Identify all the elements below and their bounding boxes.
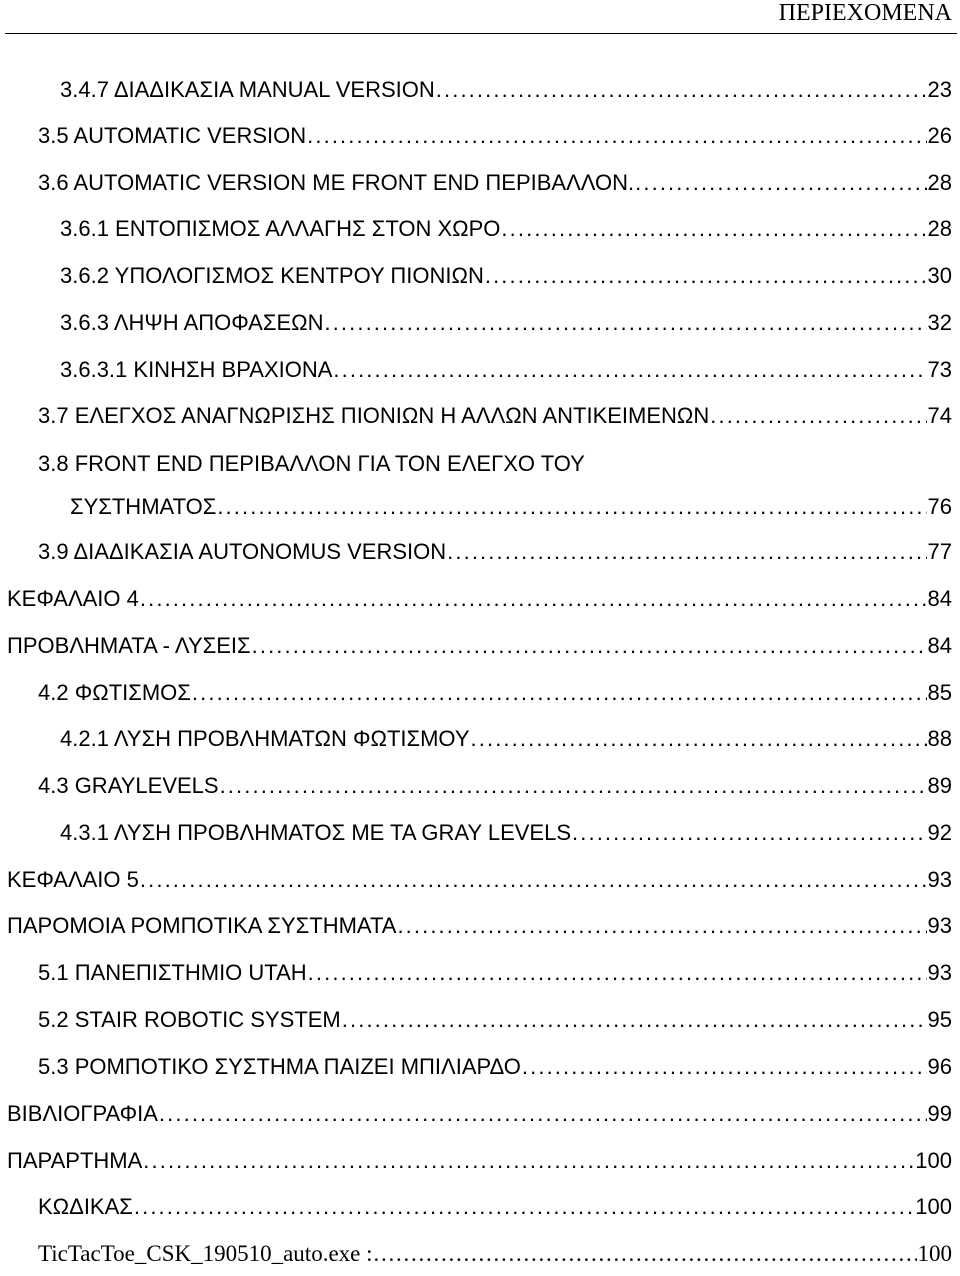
toc-entry-page: 30 bbox=[927, 263, 952, 288]
toc-entry-page: 89 bbox=[927, 773, 952, 798]
toc-entry-label: 3.9 ΔΙΑΔΙΚΑΣΙΑ AUTONOMUS VERSION bbox=[38, 539, 447, 564]
toc-dot-leader bbox=[710, 401, 926, 431]
toc-entry-page: 28 bbox=[927, 170, 952, 195]
toc-entry[interactable] bbox=[38, 1239, 952, 1269]
toc-entry[interactable] bbox=[38, 1192, 952, 1222]
toc-dot-leader bbox=[324, 308, 926, 338]
toc-entry-page: 96 bbox=[927, 1054, 952, 1079]
toc-entry[interactable] bbox=[38, 678, 952, 708]
toc-dot-leader bbox=[572, 818, 926, 848]
toc-entry-label: 3.8 FRONT END ΠΕΡΙΒΑΛΛΟΝ ΓΙΑ ΤΟΝ ΕΛΕΓΧΟ ΤΟΥ bbox=[38, 451, 585, 476]
toc-entry-page: 23 bbox=[927, 77, 952, 102]
toc-dot-leader bbox=[308, 958, 927, 988]
toc-entry[interactable] bbox=[60, 308, 952, 338]
toc-entry[interactable] bbox=[60, 818, 952, 848]
toc-entry-page: 100 bbox=[915, 1194, 952, 1219]
toc-entry-label: ΠΡΟΒΛΗΜΑΤΑ - ΛΥΣΕΙΣ bbox=[7, 633, 251, 658]
toc-entry[interactable] bbox=[60, 214, 952, 244]
toc-dot-leader bbox=[159, 1099, 927, 1129]
toc-dot-leader bbox=[143, 1146, 914, 1176]
toc-entry-page: 84 bbox=[927, 633, 952, 658]
toc-entry[interactable] bbox=[38, 771, 952, 801]
toc-entry-page: 74 bbox=[927, 403, 952, 428]
toc-entry[interactable] bbox=[7, 1146, 952, 1176]
toc-entry[interactable] bbox=[60, 724, 952, 754]
toc-entry[interactable] bbox=[38, 168, 952, 198]
toc-entry[interactable] bbox=[38, 449, 952, 479]
toc-entry-label: ΒΙΒΛΙΟΓΡΑΦΙΑ bbox=[7, 1101, 158, 1126]
toc-entry-label: TicTacToe_CSK_190510_auto.exe : bbox=[38, 1241, 373, 1266]
toc-entry-label: 4.2.1 ΛΥΣΗ ΠΡΟΒΛΗΜΑΤΩΝ ΦΩΤΙΣΜΟΥ bbox=[60, 726, 470, 751]
toc-entry-label: ΠΑΡΑΡΤΗΜΑ bbox=[7, 1148, 143, 1173]
toc-entry[interactable] bbox=[38, 958, 952, 988]
toc-dot-leader bbox=[140, 584, 927, 614]
toc-dot-leader bbox=[471, 724, 927, 754]
toc-dot-leader bbox=[485, 261, 927, 291]
toc-entry-page: 100 bbox=[917, 1241, 952, 1266]
toc-dot-leader bbox=[397, 911, 926, 941]
toc-entry-label: 3.4.7 ΔΙΑΔΙΚΑΣΙΑ MANUAL VERSION bbox=[60, 77, 435, 102]
toc-entry-page: 73 bbox=[927, 357, 952, 382]
toc-entry-page: 28 bbox=[927, 216, 952, 241]
toc-entry[interactable] bbox=[60, 75, 952, 105]
toc-entry[interactable] bbox=[38, 121, 952, 151]
page-header-title: ΠΕΡΙΕΧΟΜΕΝΑ bbox=[778, 0, 952, 26]
toc-entry[interactable] bbox=[7, 911, 952, 941]
toc-entry-label: 3.6.2 ΥΠΟΛΟΓΙΣΜΟΣ ΚΕΝΤΡΟΥ ΠΙΟΝΙΩΝ bbox=[60, 263, 484, 288]
toc-entry-label: ΣΥΣΤΗΜΑΤΟΣ bbox=[70, 494, 217, 519]
toc-entry[interactable] bbox=[70, 492, 952, 522]
toc-entry-page: 99 bbox=[927, 1101, 952, 1126]
toc-entry-label: 3.6.3.1 ΚΙΝΗΣΗ ΒΡΑΧΙΟΝΑ bbox=[60, 357, 333, 382]
toc-entry[interactable] bbox=[38, 1052, 952, 1082]
toc-dot-leader bbox=[192, 678, 927, 708]
toc-entry[interactable] bbox=[7, 584, 952, 614]
toc-entry-page: 88 bbox=[927, 726, 952, 751]
toc-entry-label: 4.2 ΦΩΤΙΣΜΟΣ bbox=[38, 680, 191, 705]
toc-entry[interactable] bbox=[60, 355, 952, 385]
toc-entry-page: 93 bbox=[927, 960, 952, 985]
toc-dot-leader bbox=[635, 168, 926, 198]
toc-entry[interactable] bbox=[7, 1099, 952, 1129]
toc-dot-leader bbox=[447, 537, 926, 567]
toc-entry[interactable] bbox=[38, 401, 952, 431]
toc-entry-label: 3.6.1 ΕΝΤΟΠΙΣΜΟΣ ΑΛΛΑΓΗΣ ΣΤΟΝ ΧΩΡΟ bbox=[60, 216, 501, 241]
toc-entry-page: 76 bbox=[927, 494, 952, 519]
toc-entry[interactable] bbox=[38, 537, 952, 567]
toc-entry-label: ΚΕΦΑΛΑΙΟ 4 bbox=[7, 586, 139, 611]
header-divider bbox=[5, 33, 957, 34]
toc-entry-label: ΚΕΦΑΛΑΙΟ 5 bbox=[7, 867, 139, 892]
toc-dot-leader bbox=[217, 492, 926, 522]
toc-entry-label: 3.5 AUTOMATIC VERSION bbox=[38, 123, 307, 148]
toc-entry-page: 26 bbox=[927, 123, 952, 148]
toc-entry-page: 77 bbox=[927, 539, 952, 564]
toc-dot-leader bbox=[522, 1052, 927, 1082]
toc-entry-label: 3.7 ΕΛΕΓΧΟΣ ΑΝΑΓΝΩΡΙΣΗΣ ΠΙΟΝΙΩΝ Η ΑΛΛΩΝ ΑΝΤΙΚΕΙΜΕΝΩΝ bbox=[38, 403, 710, 428]
toc-entry-label: ΚΩΔΙΚΑΣ bbox=[38, 1194, 133, 1219]
toc-entry-label: ΠΑΡΟΜΟΙΑ ΡΟΜΠΟΤΙΚΑ ΣΥΣΤΗΜΑΤΑ bbox=[7, 913, 397, 938]
toc-entry[interactable] bbox=[60, 261, 952, 291]
toc-entry-page: 84 bbox=[927, 586, 952, 611]
toc-dot-leader bbox=[374, 1239, 917, 1269]
toc-entry-page: 100 bbox=[915, 1148, 952, 1173]
toc-dot-leader bbox=[134, 1192, 914, 1222]
toc-entry-label: 4.3 GRAYLEVELS bbox=[38, 773, 219, 798]
toc-entry-label: 4.3.1 ΛΥΣΗ ΠΡΟΒΛΗΜΑΤΟΣ ΜΕ ΤΑ GRAY LEVELS bbox=[60, 820, 572, 845]
toc-dot-leader bbox=[140, 865, 927, 895]
toc-entry[interactable] bbox=[38, 1005, 952, 1035]
toc-dot-leader bbox=[333, 355, 926, 385]
toc-dot-leader bbox=[220, 771, 927, 801]
toc-entry[interactable] bbox=[7, 865, 952, 895]
toc-entry[interactable] bbox=[7, 631, 952, 661]
toc-dot-leader bbox=[252, 631, 927, 661]
toc-entry-label: 5.3 ΡΟΜΠΟΤΙΚΟ ΣΥΣΤΗΜΑ ΠΑΙΖΕΙ ΜΠΙΛΙΑΡΔΟ bbox=[38, 1054, 521, 1079]
toc-dot-leader bbox=[307, 121, 926, 151]
toc-dot-leader bbox=[501, 214, 926, 244]
toc-dot-leader bbox=[342, 1005, 927, 1035]
toc-entry-page: 93 bbox=[927, 913, 952, 938]
toc-entry-label: 5.1 ΠΑΝΕΠΙΣΤΗΜΙΟ UTAH bbox=[38, 960, 307, 985]
toc-dot-leader bbox=[436, 75, 927, 105]
toc-entry-page: 95 bbox=[927, 1007, 952, 1032]
toc-entry-page: 32 bbox=[927, 310, 952, 335]
toc-entry-label: 3.6 AUTOMATIC VERSION ΜΕ FRONT END ΠΕΡΙΒΑΛΛΟΝ. bbox=[38, 170, 635, 195]
toc-entry-page: 93 bbox=[927, 867, 952, 892]
toc-entry-page: 85 bbox=[927, 680, 952, 705]
toc-entry-label: 5.2 STAIR ROBOTIC SYSTEM bbox=[38, 1007, 341, 1032]
toc-entry-label: 3.6.3 ΛΗΨΗ ΑΠΟΦΑΣΕΩΝ bbox=[60, 310, 324, 335]
toc-entry-page: 92 bbox=[927, 820, 952, 845]
